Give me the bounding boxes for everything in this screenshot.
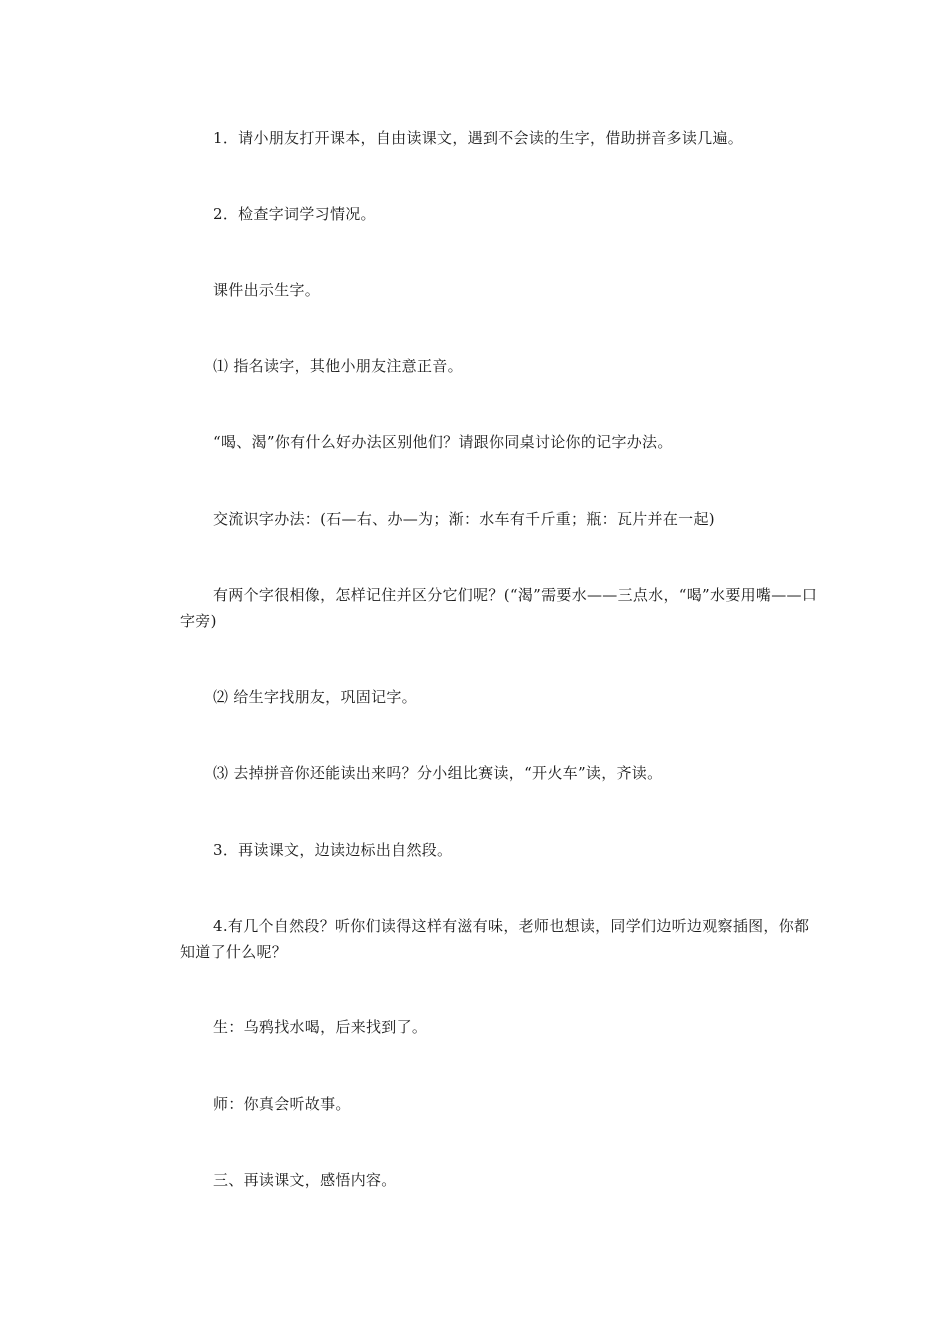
paragraph-3-reread: 3．再读课文，边读边标出自然段。 (213, 841, 453, 859)
paragraph-teacher-reply: 师：你真会听故事。 (213, 1095, 351, 1113)
paragraph-courseware-characters: 课件出示生字。 (213, 281, 321, 299)
paragraph-step-1-read-aloud: ⑴ 指名读字，其他小朋友注意正音。 (213, 357, 463, 375)
paragraph-memory-methods: 交流识字办法：(石—右、办—为；渐：水车有千斤重；瓶：瓦片并在一起) (213, 510, 715, 528)
paragraph-2-check-words: 2．检查字词学习情况。 (213, 205, 376, 223)
paragraph-4-how-many-paragraphs: 4.有几个自然段？听你们读得这样有滋有味，老师也想读，同学们边听边观察插图，你都知道了什么呢？ (180, 917, 810, 961)
paragraph-similar-characters: 有两个字很相像，怎样记住并区分它们呢？(“渴”需要水——三点水，“喝”水要用嘴——口字旁) (180, 586, 818, 630)
paragraph-step-2-find-friends: ⑵ 给生字找朋友，巩固记字。 (213, 688, 417, 706)
paragraph-step-3-remove-pinyin: ⑶ 去掉拼音你还能读出来吗？分小组比赛读，“开火车”读，齐读。 (213, 764, 663, 782)
paragraph-he-ke-question: “喝、渴”你有什么好办法区别他们？请跟你同桌讨论你的记字办法。 (213, 433, 673, 451)
paragraph-1-read-text: 1．请小朋友打开课本，自由读课文，遇到不会读的生字，借助拼音多读几遍。 (213, 129, 744, 147)
paragraph-section-three: 三、再读课文，感悟内容。 (213, 1171, 397, 1189)
paragraph-student-answer: 生：乌鸦找水喝，后来找到了。 (213, 1018, 428, 1036)
